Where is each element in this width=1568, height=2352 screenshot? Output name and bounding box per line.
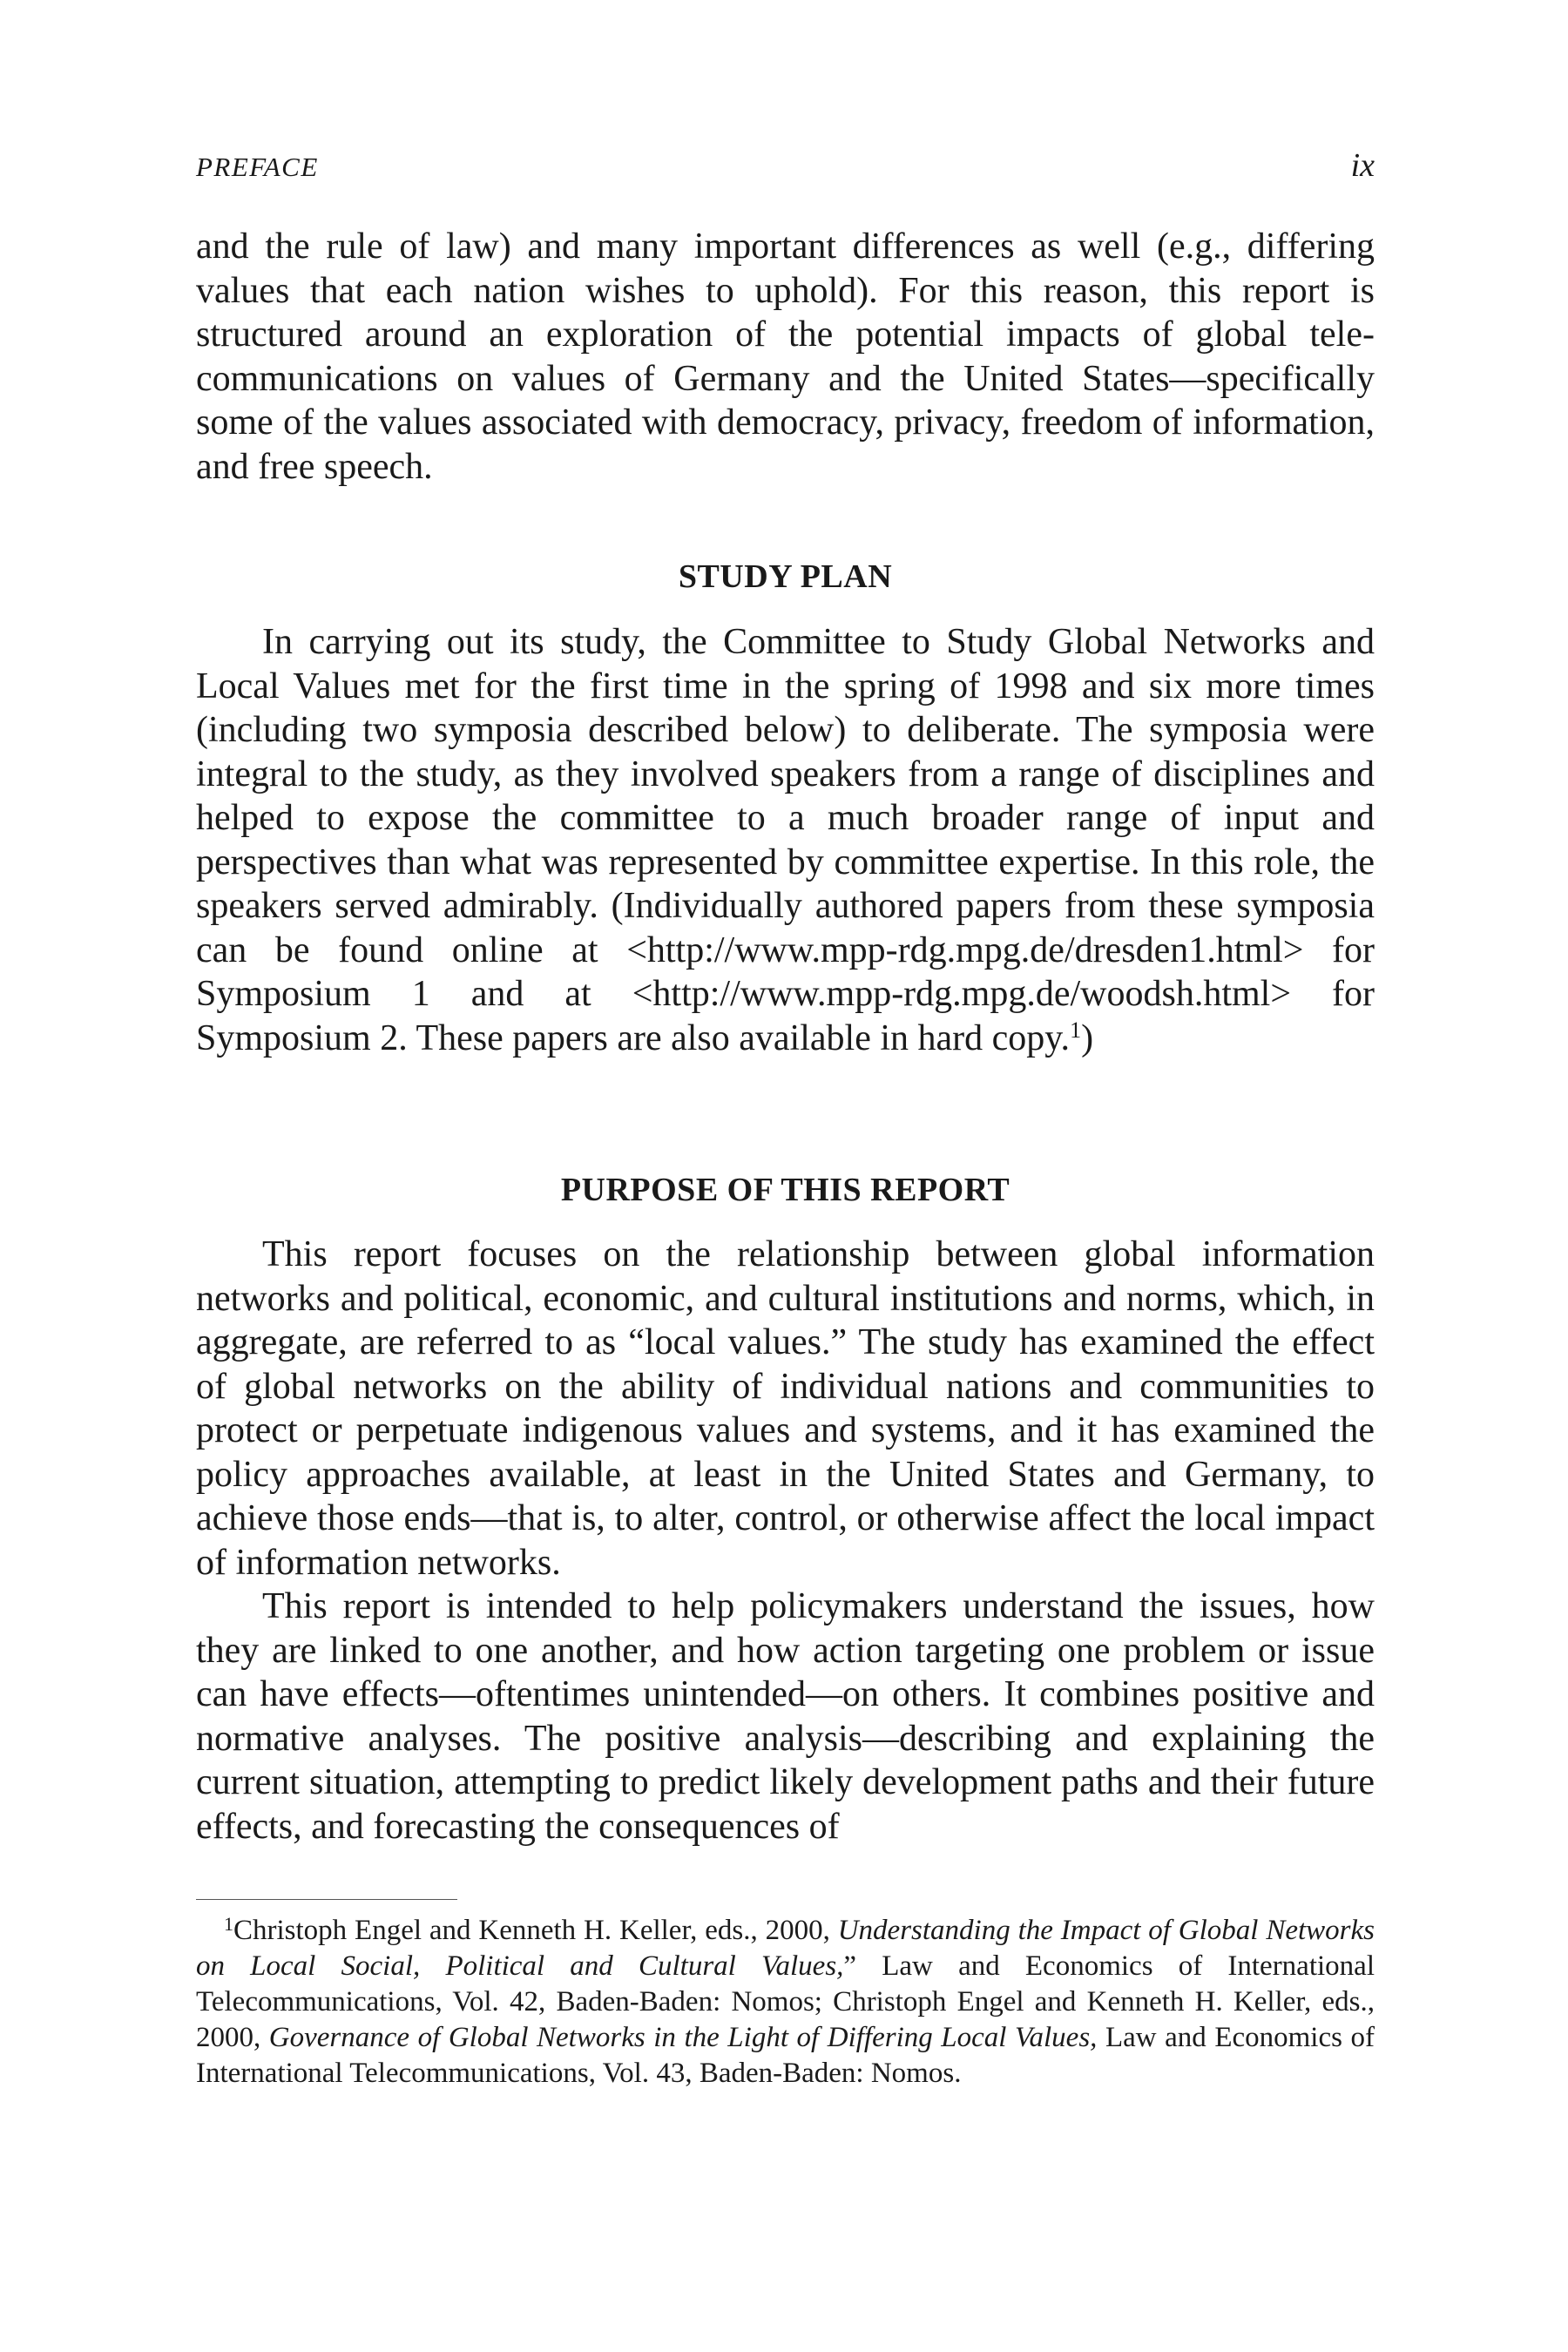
footnote-title-2: Governance of Global Networks in the Light of Differing Local Values, — [268, 2022, 1098, 2053]
study-plan-paragraph — [196, 620, 1375, 1060]
study-plan-heading: STUDY PLAN — [678, 558, 893, 595]
study-plan-section — [196, 620, 1375, 1060]
footnote-divider — [196, 1899, 457, 1900]
running-header — [196, 146, 1375, 190]
page-number: ix — [1350, 147, 1375, 184]
purpose-paragraph-2: This report is intended to help policymakers understand the issues, how they are linked to one another, and how action targeting one problem or issue can have effects—oftentimes unintended—on others. It combines positive and normative analyses. The positive analysis—describing and explaining the current situation, attempting to predict likely development paths and their future effects, and forecasting the consequences of — [196, 1586, 1375, 1847]
running-title: PREFACE — [196, 152, 319, 182]
footnote-text-1: Christoph Engel and Kenneth H. Keller, eds., 2000, — [233, 1915, 838, 1946]
study-plan-text-tail: ) — [1081, 1017, 1094, 1058]
footnote — [196, 1913, 1375, 2092]
purpose-section — [196, 1233, 1375, 1848]
footnote-title-1: Understanding the Impact of Global Networks on Local Social, Political and Cultural Values, — [196, 1915, 1375, 1982]
purpose-heading: PURPOSE OF THIS REPORT — [560, 1172, 1010, 1208]
purpose-paragraph-1: This report focuses on the relationship between global information networks and political, economic, and cultural institutions and norms, which, in aggregate, are referred to as “local values.” The study has examined the effect of global networks on the ability of individual nations and communities to protect or perpetuate indigenous values and systems, and it has examined the policy approaches available, at least in the United States and Germany, to achieve those ends—that is, to alter, control, or otherwise affect the local impact of information networks. — [196, 1234, 1375, 1583]
intro-paragraph-block — [196, 225, 1375, 489]
footnote-mark: 1 — [224, 1913, 233, 1935]
footnote-text-2: ” Law and Economics of International Telecommunications, Vol. 42, Baden-Baden: Nomos; Christoph Engel and Kenneth H. Keller, eds., 2000, — [196, 1950, 1375, 2053]
footnote-reference: 1 — [1070, 1017, 1082, 1043]
footnote-text-3: Law and Economics of International Telecommunications, Vol. 43, Baden-Baden: Nomos. — [196, 2022, 1375, 2089]
intro-paragraph: and the rule of law) and many important differences as well (e.g., differing values that each nation wishes to uphold). For this reason, this report is structured around an exploration of the potential impacts of global telecommunications on values of Germany and the United States—specifically some of the values associated with democracy, privacy, freedom of information, and free speech. — [196, 226, 1375, 487]
study-plan-text: In carrying out its study, the Committee to Study Global Networks and Local Values met for the first time in the spring of 1998 and six more times (including two symposia described below) to deliberate. The symposia were integral to the study, as they involved speakers from a range of disciplines and helped to expose the committee to a much broader range of input and perspectives than what was represented by committee expertise. In this role, the speakers served admirably. (Individually authored papers from these symposia can be found online at <http://www.mpp-rdg.mpg.de/dresden1.html> for Symposium 1 and at <http://www.mpp-rdg.mpg.de/woodsh.html> for Symposium 2. These papers are also available in hard copy. — [196, 622, 1375, 1058]
